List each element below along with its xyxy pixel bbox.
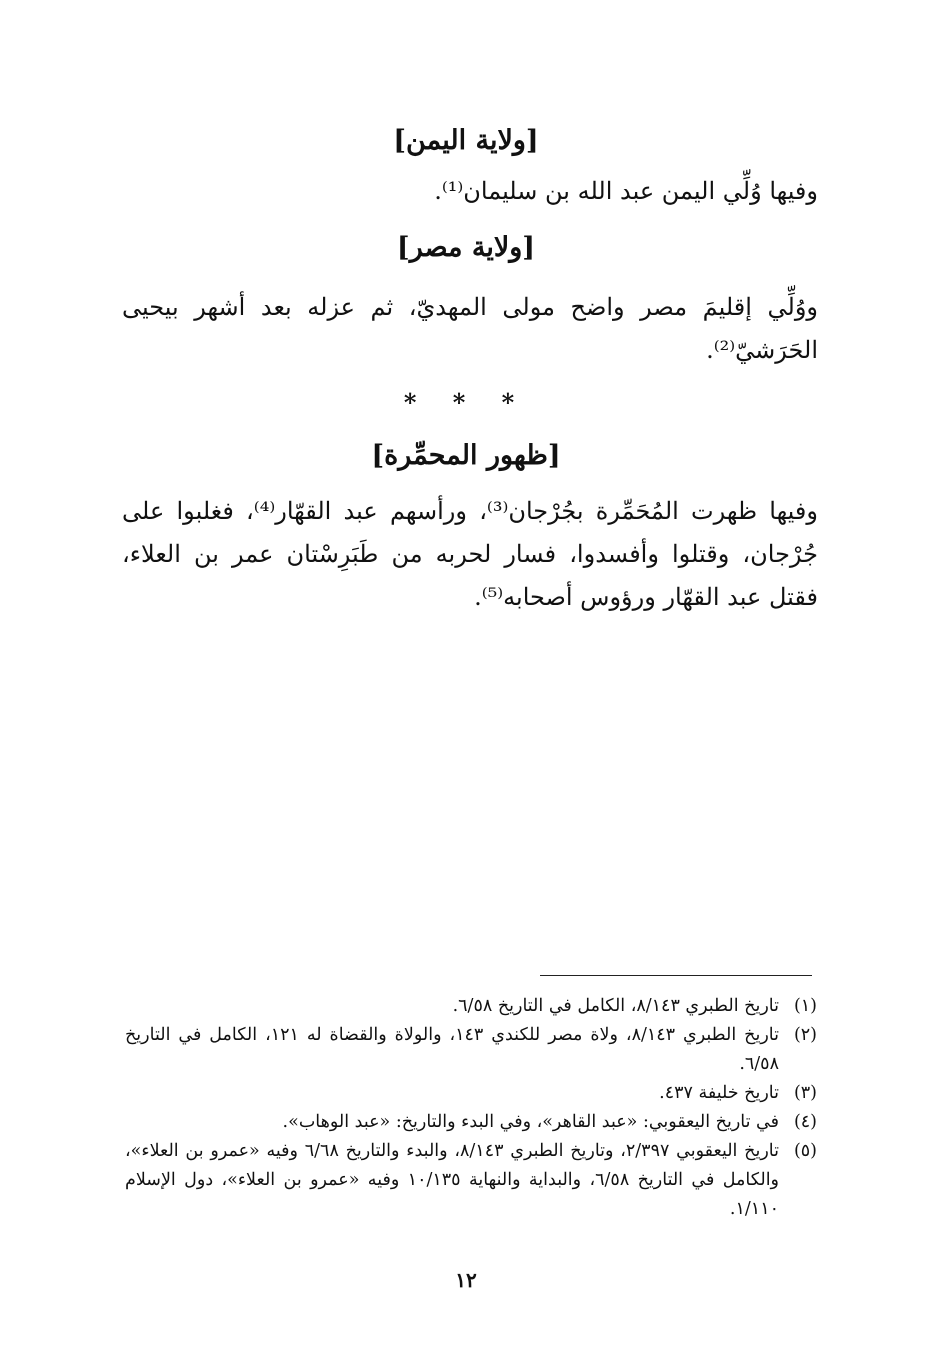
footnote bbox=[125, 992, 817, 1021]
footnote bbox=[125, 1108, 817, 1137]
section-heading-yemen: [ولاية اليمن] bbox=[393, 125, 539, 156]
section-separator: * * * bbox=[403, 388, 529, 417]
footnote-divider bbox=[540, 975, 812, 976]
footnote bbox=[125, 1137, 817, 1224]
footnote bbox=[125, 1079, 817, 1108]
section-text-egypt bbox=[122, 286, 818, 372]
paragraph: وفيها ظهرت المُحَمِّرة بجُرْجان⁽³⁾، ورأسهم عبد القهّار⁽⁴⁾، فغلبوا على جُرْجان، وقتلوا وأفسدوا، فسار لحربه من طَبَرِسْتان عمر بن العلاء، فقتل عبد القهّار ورؤوس أصحابه⁽⁵⁾. bbox=[122, 497, 818, 611]
footnote-number: (٣) bbox=[793, 1083, 817, 1103]
footnote-number: (١) bbox=[793, 996, 817, 1016]
footnote-text: تاريخ اليعقوبي ٢/٣٩٧، وتاريخ الطبري ٨/١٤٣، والبدء والتاريخ ٦/٦٨ وفيه «عمرو بن العلاء»، والكامل في التاريخ ٦/٥٨، والبداية والنهاية ١٠/١٣٥ وفيه «عمرو بن العلاء»، دول الإسلام ١/١١٠. bbox=[125, 1141, 780, 1219]
footnote bbox=[125, 1021, 817, 1079]
section-text-yemen bbox=[122, 170, 818, 213]
footnotes bbox=[125, 992, 817, 1224]
footnote-text: تاريخ الطبري ٨/١٤٣، الكامل في التاريخ ٦/٥٨. bbox=[452, 996, 779, 1016]
section-heading-egypt: [ولاية مصر] bbox=[396, 232, 536, 263]
footnote-text: في تاريخ اليعقوبي: «عبد القاهر»، وفي البدء والتاريخ: «عبد الوهاب». bbox=[282, 1112, 779, 1132]
section-heading-muhammira: [ظهور المحمِّرة] bbox=[371, 440, 561, 471]
page-number: ١٢ bbox=[455, 1268, 477, 1292]
footnote-number: (٥) bbox=[793, 1141, 817, 1161]
footnote-number: (٤) bbox=[793, 1112, 817, 1132]
section-text-muhammira bbox=[122, 490, 818, 619]
footnote-number: (٢) bbox=[793, 1025, 817, 1045]
paragraph: وفيها وُلِّي اليمن عبد الله بن سليمان⁽¹⁾. bbox=[434, 177, 818, 205]
footnote-text: تاريخ خليفة ٤٣٧. bbox=[659, 1083, 779, 1103]
footnote-text: تاريخ الطبري ٨/١٤٣، ولاة مصر للكندي ١٤٣، والولاة والقضاة له ١٢١، الكامل في التاريخ ٦/٥٨. bbox=[125, 1025, 779, 1074]
paragraph: ووُلِّي إقليمَ مصر واضح مولى المهديّ، ثم عزله بعد أشهر بيحيى الحَرَشيّ⁽²⁾. bbox=[122, 293, 819, 364]
